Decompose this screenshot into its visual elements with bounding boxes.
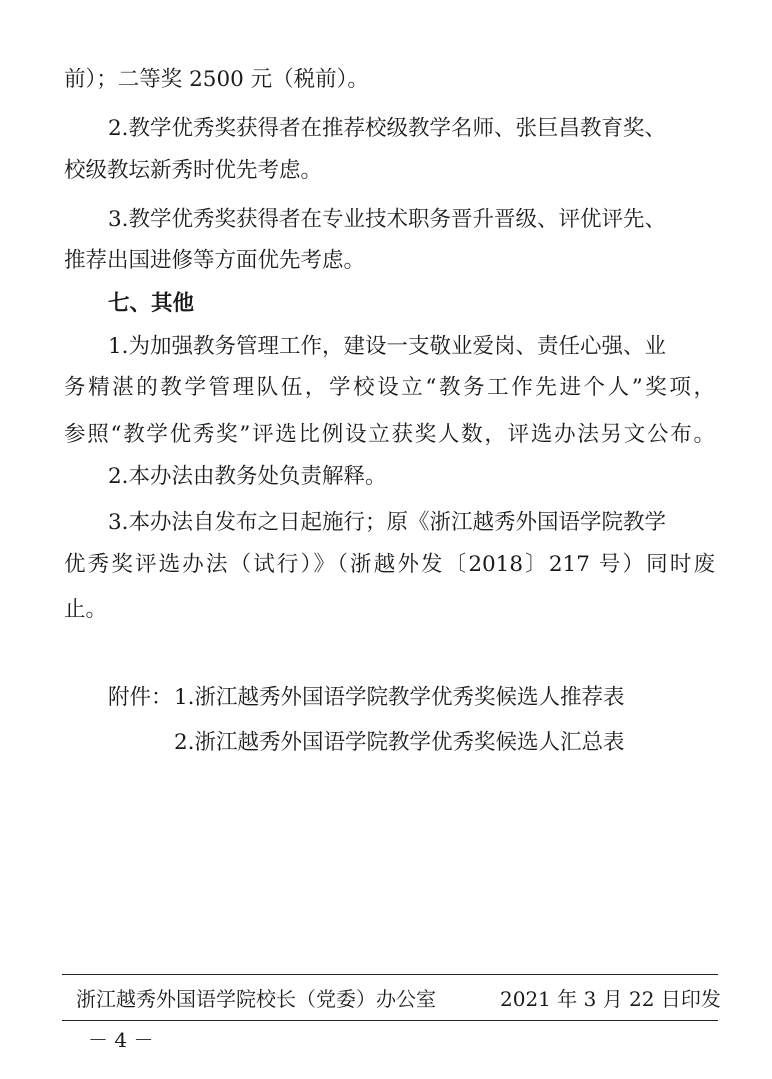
issuing-office: 浙江越秀外国语学院校长（党委）办公室 <box>76 987 436 1011</box>
attachments-label: 附件： <box>108 685 173 710</box>
footer-top-rule <box>62 974 718 975</box>
paragraph-line: 1.为加强教务管理工作，建设一支敬业爱岗、责任心强、业 <box>108 334 667 359</box>
paragraph-line: 2.教学优秀奖获得者在推荐校级教学名师、张巨昌教育奖、 <box>108 116 667 141</box>
paragraph-line: 务精湛的教学管理队伍，学校设立“教务工作先进个人”奖项， <box>64 375 715 400</box>
paragraph-line: 前）；二等奖 2500 元（税前）。 <box>64 67 369 92</box>
attachment-item: 1.浙江越秀外国语学院教学优秀奖候选人推荐表 <box>174 685 625 710</box>
paragraph-line: 3.教学优秀奖获得者在专业技术职务晋升晋级、评优评先、 <box>108 207 667 232</box>
paragraph-line: 参照“教学优秀奖”评选比例设立获奖人数，评选办法另文公布。 <box>64 422 715 447</box>
paragraph-line: 优秀奖评选办法（试行）》（浙越外发〔2018〕217 号）同时废 <box>64 552 715 577</box>
page-number: － 4 － <box>88 1028 154 1052</box>
footer-bottom-rule <box>62 1020 718 1021</box>
paragraph-line: 推荐出国进修等方面优先考虑。 <box>64 248 366 273</box>
section-heading: 七、其他 <box>108 291 195 316</box>
attachment-item: 2.浙江越秀外国语学院教学优秀奖候选人汇总表 <box>174 730 625 755</box>
paragraph-line: 校级教坛新秀时优先考虑。 <box>64 158 323 183</box>
paragraph-line: 止。 <box>64 597 108 622</box>
issue-date: 2021 年 3 月 22 日印发 <box>500 987 721 1011</box>
paragraph-line: 2.本办法由教务处负责解释。 <box>108 464 387 489</box>
paragraph-line: 3.本办法自发布之日起施行；原《浙江越秀外国语学院教学 <box>108 510 667 535</box>
